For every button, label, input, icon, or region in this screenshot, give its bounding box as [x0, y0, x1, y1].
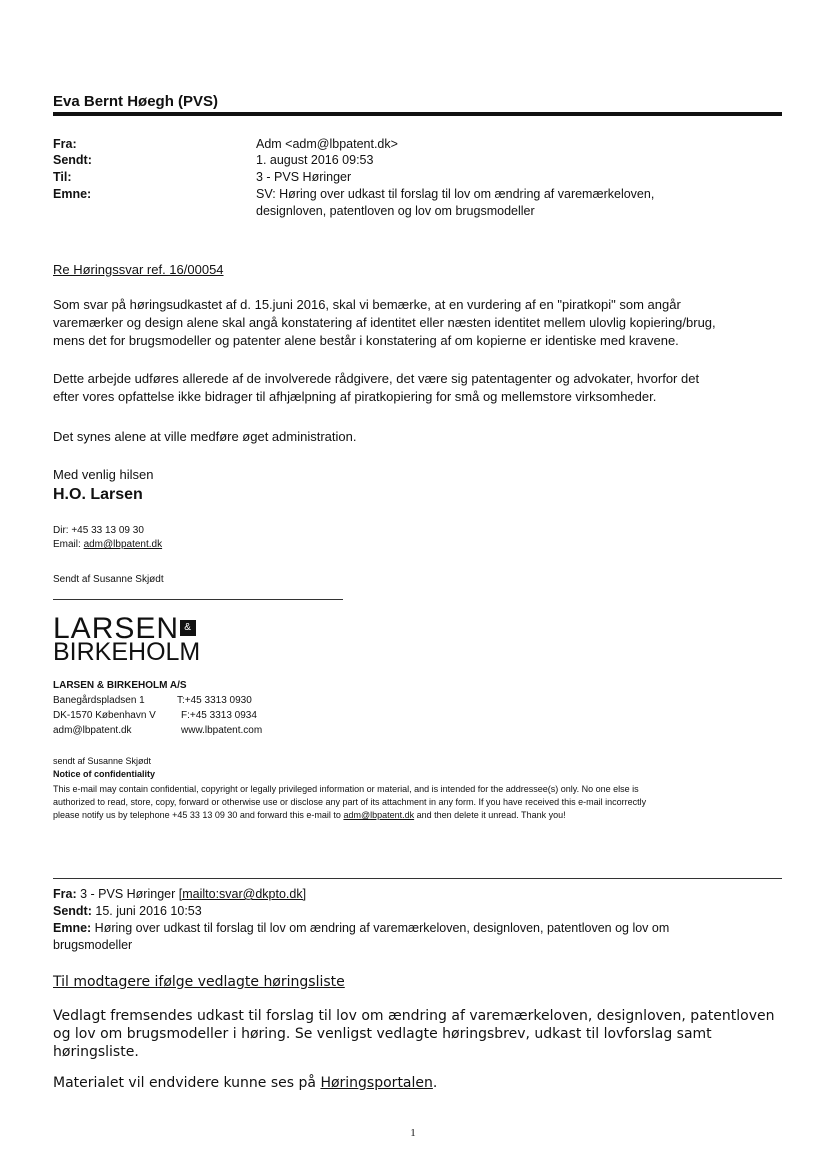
forward-subject: Emne: Høring over udkast til forslag til lov om ændring af varemærkeloven, designloven, patentloven og lov om — [53, 921, 670, 935]
company-address-2: DK-1570 København V — [53, 710, 156, 721]
reply-paragraph-2: Dette arbejde udføres allerede af de involverede rådgivere, det være sig patentagenter og advokater, hvorfor det efter vores opfattelse ikke bidrager til afhjælpning af piratkopiering for små og mellemstore virksomheder. — [53, 371, 700, 404]
subject-value: SV: Høring over udkast til forslag til lov om ændring af varemærkeloven, — [256, 187, 655, 201]
reference-line: Re Høringssvar ref. 16/00054 — [53, 262, 224, 277]
company-email: adm@lbpatent.dk — [53, 725, 132, 736]
forward-body: Vedlagt fremsendes udkast til forslag til lov om ændring af varemærkeloven, designloven, patentloven og lov om brugsmodeller i høring. Se venligst vedlagte høringsbrev, udkast til lovforslag samt høringsliste. — [53, 1008, 775, 1060]
company-fax: F:+45 3313 0934 — [181, 710, 257, 721]
logo-ampersand-box: & — [180, 620, 196, 636]
company-phone: T:+45 3313 0930 — [177, 695, 252, 706]
sent-by: Sendt af Susanne Skjødt — [53, 574, 164, 585]
sent-value: 1. august 2016 09:53 — [256, 153, 374, 167]
from-label: Fra: — [53, 137, 77, 151]
header-rule — [53, 112, 782, 116]
signer-name: H.O. Larsen — [53, 486, 143, 503]
recipients-link[interactable]: Til modtagere ifølge vedlagte høringsliste — [53, 974, 345, 990]
company-address-1: Banegårdspladsen 1 — [53, 695, 145, 706]
sent-label: Sendt: — [53, 153, 92, 167]
forward-body-portal: Materialet vil endvidere kunne ses på Høringsportalen. — [53, 1075, 438, 1091]
to-label: Til: — [53, 170, 72, 184]
email-line: Email: adm@lbpatent.dk — [53, 539, 163, 550]
confidentiality-title: Notice of confidentiality — [53, 769, 156, 779]
confidentiality-notice: This e-mail may contain confidential, copyright or legally privileged information or material, and is intended for the addressee(s) only. No one else is authorized to read, store, copy, forward or otherwise use or disclose any part of its attachment in any form. If you have received this e-mail incorrectly please notify us by telephone +45 33 13 09 30 and forward this e-mail to adm@lbpatent.dk and then delete it unread. Thank you! — [53, 784, 647, 820]
company-logo-line1: LARSEN & — [53, 614, 196, 644]
signature-rule — [53, 599, 343, 600]
company-logo-line2: BIRKEHOLM — [53, 638, 201, 666]
company-website: www.lbpatent.com — [181, 725, 263, 736]
reply-paragraph-1: Som svar på høringsudkastet af d. 15.juni 2016, skal vi bemærke, at en vurdering af en "piratkopi" som angår varemærker og design alene skal angå konstatering af identitet eller næsten identitet mellem ulovlig kopiering/brug, mens det for brugsmodeller og patenter alene består i konstatering af om kopierne er identiske med kravene. — [53, 297, 716, 348]
greeting: Med venlig hilsen — [53, 467, 154, 482]
page-number: 1 — [410, 1127, 416, 1139]
direct-phone: Dir: +45 33 13 09 30 — [53, 525, 144, 536]
reply-paragraph-3: Det synes alene at ville medføre øget administration. — [53, 429, 357, 444]
from-value: Adm <adm@lbpatent.dk> — [256, 137, 398, 151]
company-name: LARSEN & BIRKEHOLM A/S — [53, 680, 187, 691]
sent-by-lower: sendt af Susanne Skjødt — [53, 756, 152, 766]
subject-value-cont: designloven, patentloven og lov om brugsmodeller — [256, 204, 535, 218]
email-link[interactable]: adm@lbpatent.dk — [83, 539, 163, 550]
sender-name-header: Eva Bernt Høegh (PVS) — [53, 93, 219, 110]
mailto-link[interactable]: [mailto:svar@dkpto.dk] — [178, 887, 307, 901]
forward-from: Fra: 3 - PVS Høringer [mailto:svar@dkpto.dk] — [53, 887, 307, 901]
confidentiality-email-link[interactable]: adm@lbpatent.dk — [343, 810, 415, 820]
forward-separator — [53, 878, 782, 879]
subject-label: Emne: — [53, 187, 92, 201]
forward-sent: Sendt: 15. juni 2016 10:53 — [53, 904, 202, 918]
forward-subject-cont: brugsmodeller — [53, 938, 133, 952]
hoeringsportalen-link[interactable]: Høringsportalen — [320, 1075, 433, 1091]
to-value: 3 - PVS Høringer — [256, 170, 352, 184]
